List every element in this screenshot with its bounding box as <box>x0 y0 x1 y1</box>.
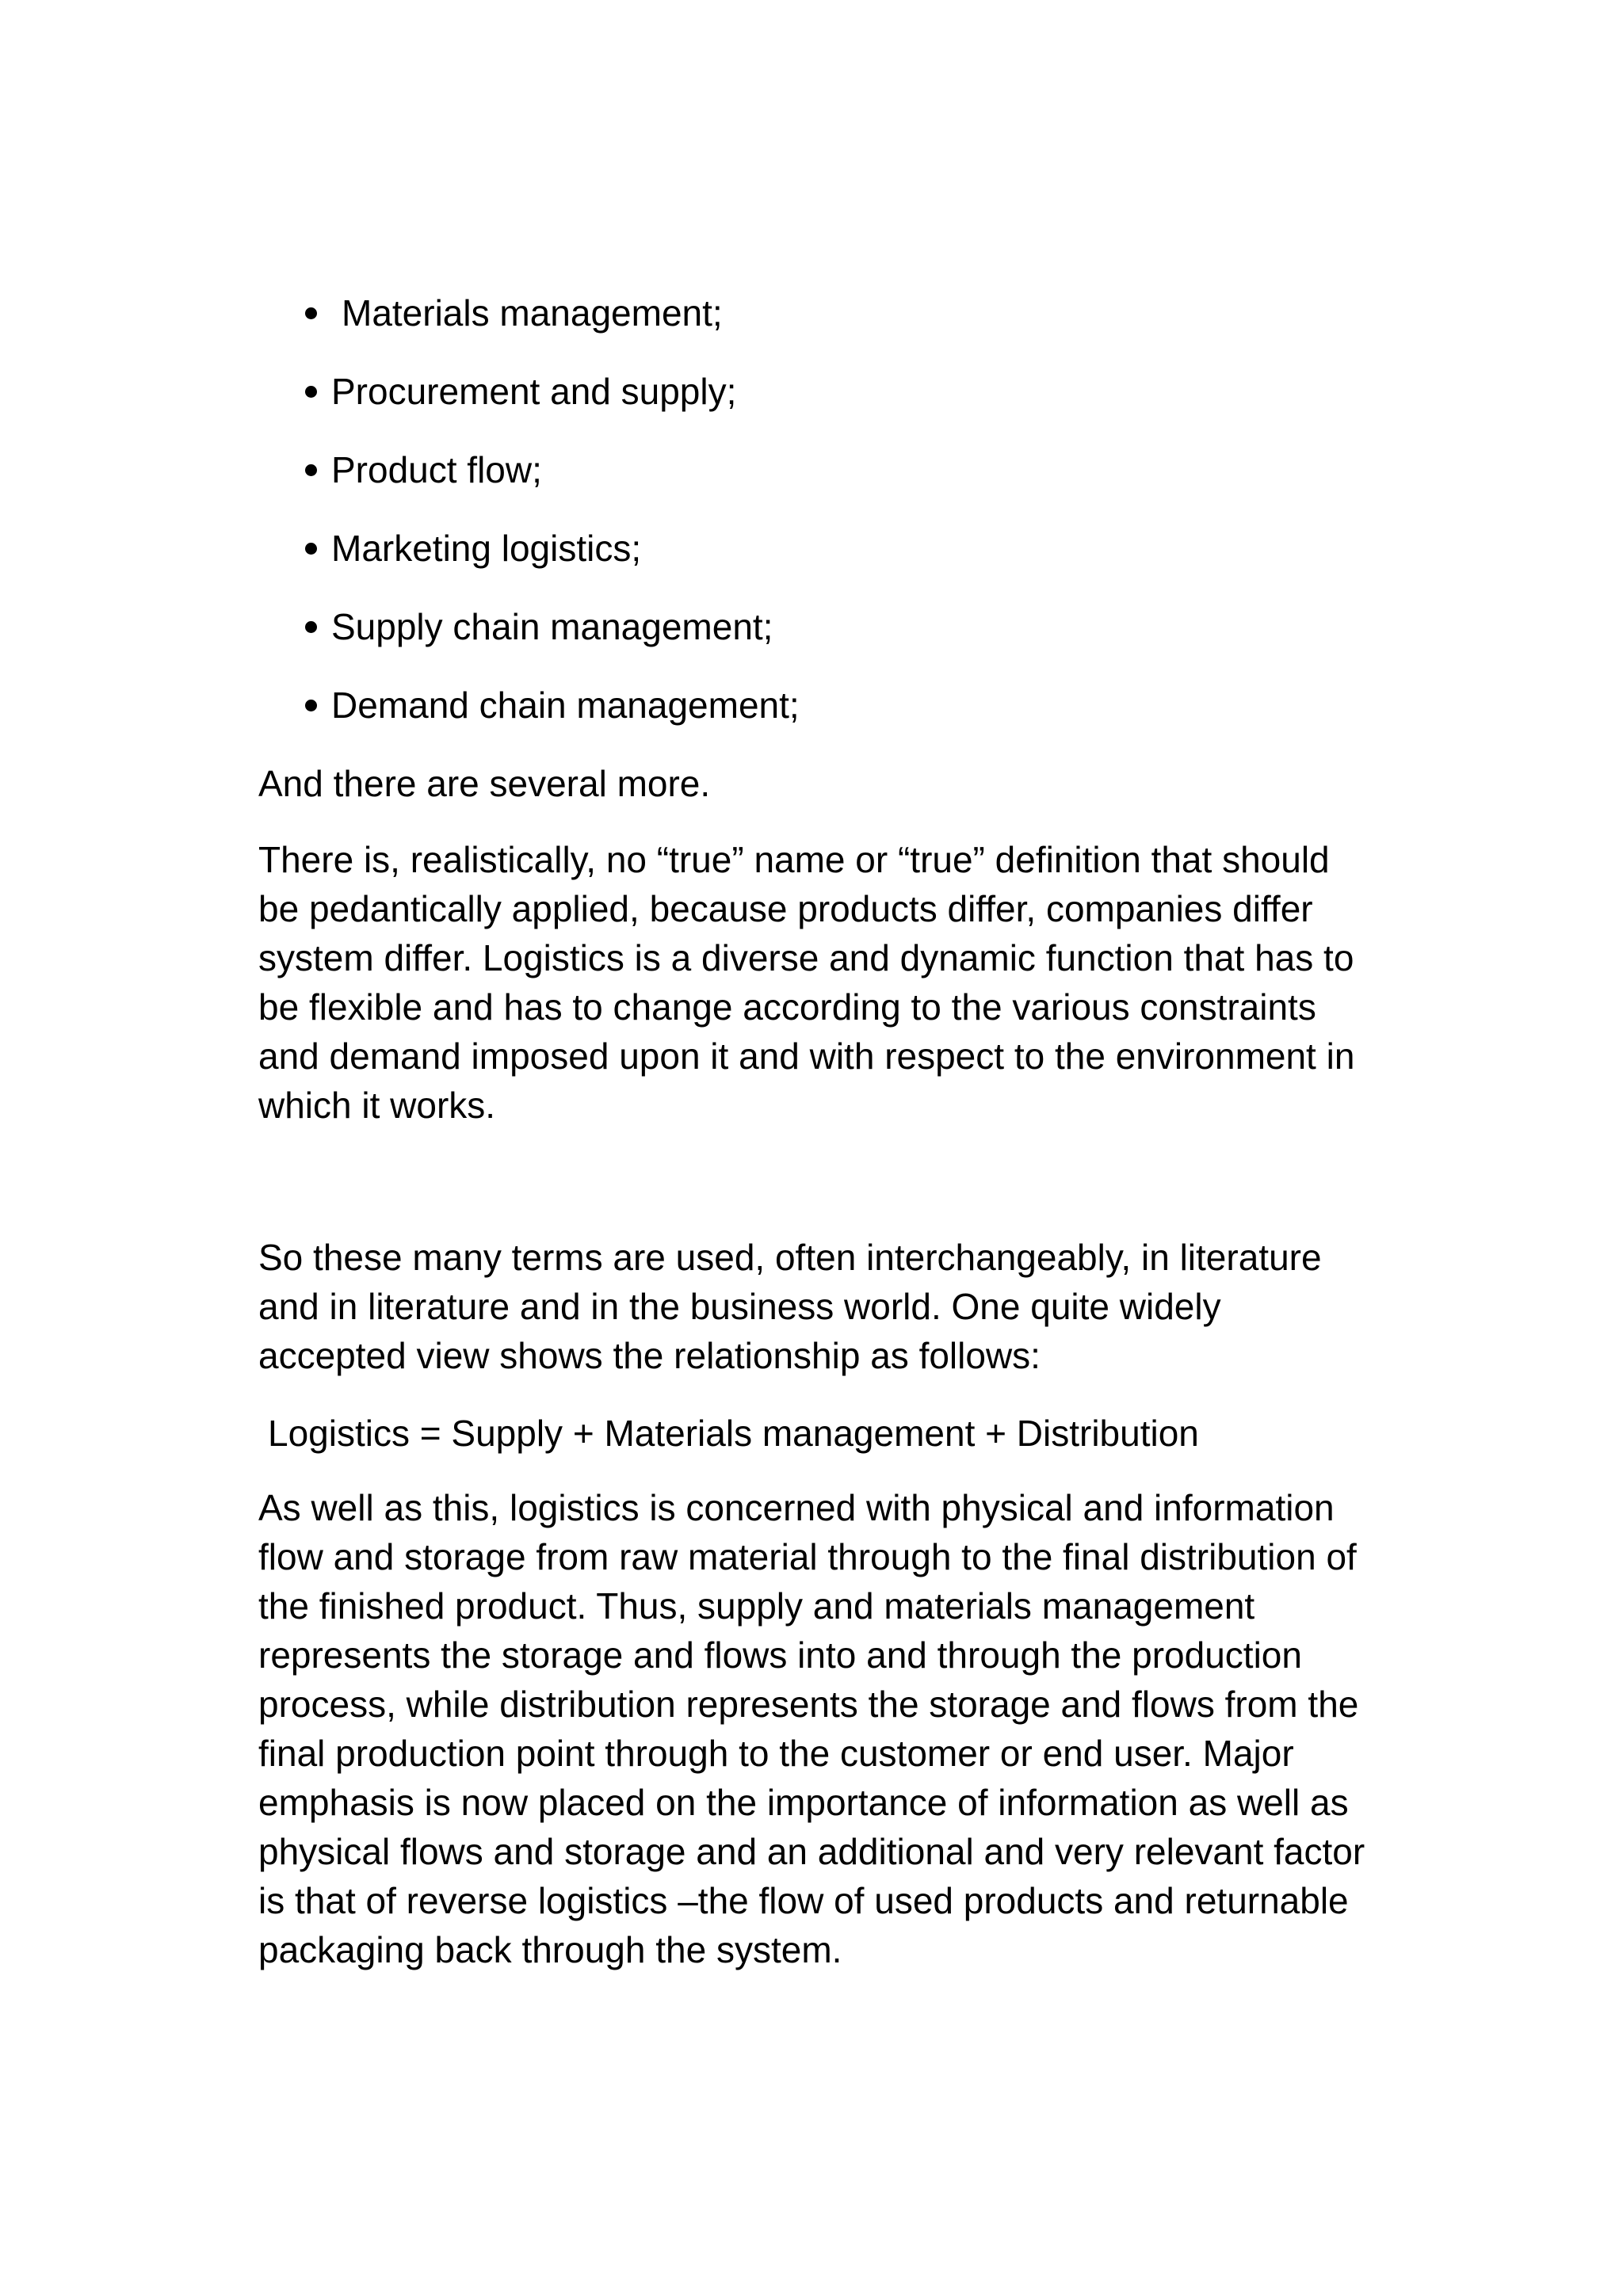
list-item-text: Demand chain management; <box>331 685 800 726</box>
paragraph-definition: There is, realistically, no “true” name or “true” definition that should be pedantically applied, because products differ, companies differ system differ. Logistics is a diverse and dynamic function that has to be flexible and has to change according to the various constraints and demand imposed upon it and with respect to the environment in which it works. <box>258 839 1355 1126</box>
bullet-icon <box>305 621 317 633</box>
bullet-icon <box>305 543 317 555</box>
list-item-text: Procurement and supply; <box>331 371 737 412</box>
logistics-equation: Logistics = Supply + Materials management + Distribution <box>268 1413 1199 1454</box>
paragraph-terms: So these many terms are used, often interchangeably, in literature and in literature and in the business world. One quite widely accepted view shows the relationship as follows: <box>258 1237 1322 1376</box>
list-item-text: Product flow; <box>331 449 542 490</box>
bullet-list <box>305 288 800 759</box>
list-item-text: Marketing logistics; <box>331 528 642 569</box>
paragraph-more: And there are several more. <box>258 763 711 804</box>
list-item <box>305 288 800 338</box>
bullet-icon <box>305 464 317 476</box>
list-item <box>305 445 800 494</box>
list-item-text: Materials management; <box>342 292 723 334</box>
bullet-icon <box>305 307 317 319</box>
list-item <box>305 602 800 651</box>
list-item <box>305 367 800 416</box>
paragraph-flow: As well as this, logistics is concerned with physical and information flow and storage from raw material through to the final distribution of the finished product. Thus, supply and materials management represents the storage and flows into and through the production process, while distribution represents the storage and flows from the final production point through to the customer or end user. Major emphasis is now placed on the importance of information as well as physical flows and storage and an additional and very relevant factor is that of reverse logistics –the flow of used products and returnable packaging back through the system. <box>258 1487 1365 1970</box>
list-item <box>305 524 800 573</box>
bullet-icon <box>305 700 317 711</box>
list-item <box>305 681 800 730</box>
bullet-icon <box>305 386 317 398</box>
list-item-text: Supply chain management; <box>331 606 773 647</box>
